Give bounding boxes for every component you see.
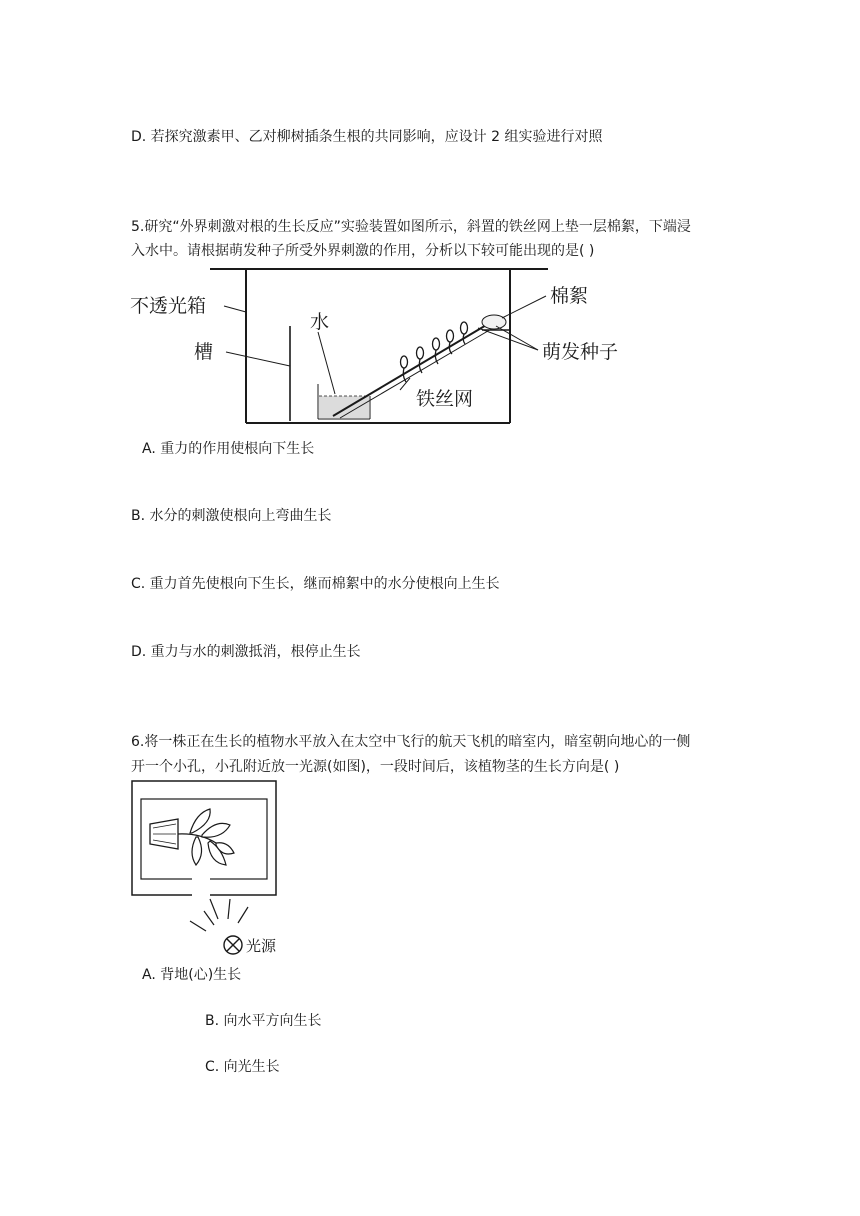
q5-option-c: C. 重力首先使根向下生长，继而棉絮中的水分使根向上生长 bbox=[131, 576, 500, 592]
q5-label-seeds: 萌发种子 bbox=[542, 341, 619, 363]
q5-option-d: D. 重力与水的刺激抵消，根停止生长 bbox=[131, 644, 361, 660]
q5-option-b: B. 水分的刺激使根向上弯曲生长 bbox=[131, 508, 332, 524]
q5-label-mesh: 铁丝网 bbox=[416, 388, 474, 410]
q6-option-c: C. 向光生长 bbox=[205, 1059, 280, 1075]
q6-figure bbox=[130, 779, 300, 964]
q6-stem-line-1: 6.将一株正在生长的植物水平放入在太空中飞行的航天飞机的暗室内，暗室朝向地心的一侧 bbox=[131, 734, 691, 750]
q6-label-light: 光源 bbox=[246, 937, 277, 955]
q6-option-a: A. 背地(心)生长 bbox=[142, 967, 242, 983]
q5-stem-line-1: 5.研究“外界刺激对根的生长反应”实验装置如图所示，斜置的铁丝网上垫一层棉絮，下端浸 bbox=[131, 219, 691, 235]
q6-option-b: B. 向水平方向生长 bbox=[205, 1013, 322, 1029]
q5-option-a: A. 重力的作用使根向下生长 bbox=[142, 441, 315, 457]
q5-label-cotton: 棉絮 bbox=[550, 285, 589, 307]
q4-option-d: D. 若探究激素甲、乙对柳树插条生根的共同影响，应设计 2 组实验进行对照 bbox=[131, 129, 603, 145]
q5-stem-line-2: 入水中。请根据萌发种子所受外界刺激的作用，分析以下较可能出现的是( ) bbox=[131, 243, 595, 259]
q5-label-trough: 槽 bbox=[194, 341, 214, 363]
q5-figure bbox=[128, 266, 648, 428]
q6-stem-line-2: 开一个小孔，小孔附近放一光源(如图)，一段时间后，该植物茎的生长方向是( ) bbox=[131, 759, 620, 775]
q5-label-box: 不透光箱 bbox=[130, 295, 207, 317]
q5-label-water: 水 bbox=[310, 311, 330, 333]
